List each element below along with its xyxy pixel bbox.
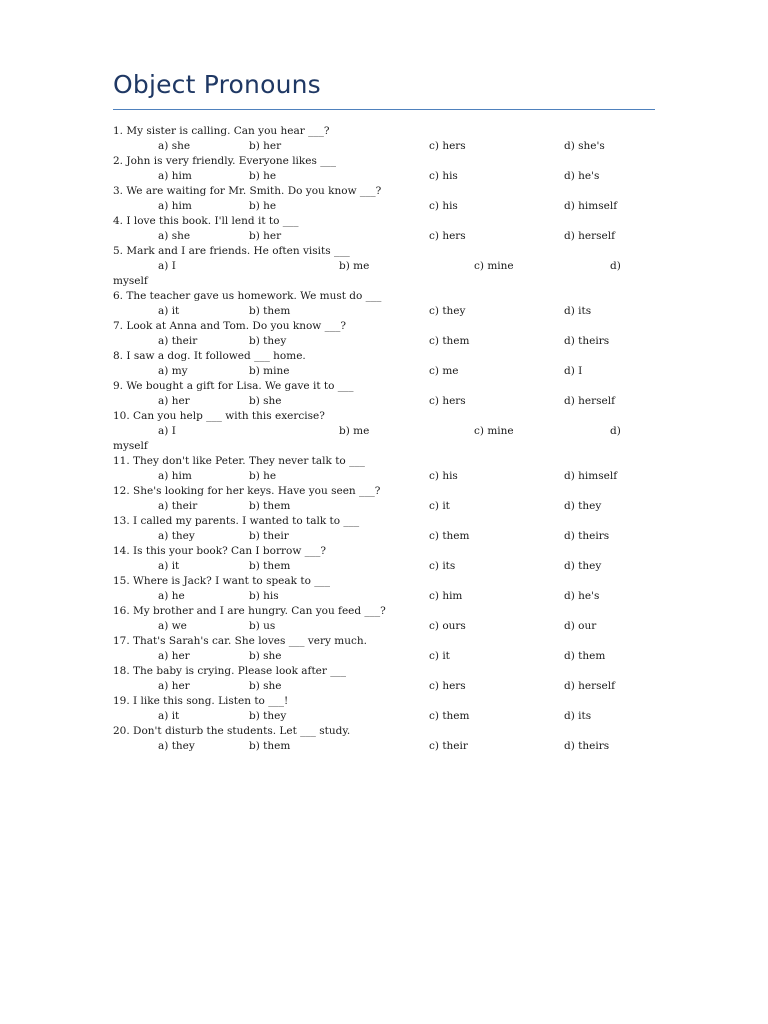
question-text: 14. Is this your book? Can I borrow ___?	[113, 545, 327, 557]
answer-option: d) theirs	[564, 740, 610, 752]
answer-option: a) it	[158, 560, 180, 572]
answer-option-continued: myself	[113, 275, 148, 287]
answer-options	[113, 334, 658, 349]
answer-options	[113, 529, 658, 544]
answer-option: c) mine	[474, 425, 514, 437]
answer-option: c) hers	[429, 680, 466, 692]
answer-option: c) his	[429, 470, 458, 482]
answer-option: a) her	[158, 680, 190, 692]
answer-option: d) I	[564, 365, 583, 377]
answer-option: b) she	[249, 650, 282, 662]
answer-option: b) mine	[249, 365, 290, 377]
answer-options	[113, 679, 658, 694]
answer-option: b) she	[249, 680, 282, 692]
answer-option: a) him	[158, 200, 192, 212]
question-text: 7. Look at Anna and Tom. Do you know ___?	[113, 320, 346, 332]
answer-option: c) they	[429, 305, 466, 317]
answer-option: b) they	[249, 710, 287, 722]
question-text: 9. We bought a gift for Lisa. We gave it to ___	[113, 380, 354, 392]
answer-option: d) they	[564, 500, 602, 512]
answer-option: b) me	[339, 425, 370, 437]
answer-options	[113, 619, 658, 634]
answer-options	[113, 559, 658, 574]
answer-option: c) his	[429, 200, 458, 212]
question-text: 19. I like this song. Listen to ___!	[113, 695, 289, 707]
question-text: 10. Can you help ___ with this exercise?	[113, 410, 325, 422]
answer-options	[113, 304, 658, 319]
answer-option: c) hers	[429, 395, 466, 407]
answer-option: b) them	[249, 500, 291, 512]
answer-option: b) she	[249, 395, 282, 407]
answer-option: a) he	[158, 590, 185, 602]
answer-option: a) they	[158, 530, 195, 542]
answer-options	[113, 649, 658, 664]
answer-option: b) them	[249, 305, 291, 317]
answer-option: a) she	[158, 140, 191, 152]
answer-option: a) we	[158, 620, 187, 632]
answer-options	[113, 259, 658, 274]
answer-option: c) hers	[429, 230, 466, 242]
answer-option: d) himself	[564, 200, 618, 212]
question-text: 15. Where is Jack? I want to speak to ___	[113, 575, 330, 587]
answer-option: d)	[610, 260, 621, 272]
answer-option: c) it	[429, 500, 450, 512]
question-text: 1. My sister is calling. Can you hear ___?	[113, 125, 330, 137]
answer-option: c) them	[429, 335, 470, 347]
answer-option: a) him	[158, 470, 192, 482]
answer-option: d) herself	[564, 680, 615, 692]
answer-option: b) he	[249, 170, 277, 182]
answer-option: d)	[610, 425, 621, 437]
answer-option: d) he's	[564, 170, 600, 182]
answer-options	[113, 589, 658, 604]
answer-option: d) he's	[564, 590, 600, 602]
answer-options	[113, 364, 658, 379]
answer-option: b) he	[249, 200, 277, 212]
answer-option: a) her	[158, 650, 190, 662]
answer-option: d) its	[564, 305, 592, 317]
question-text: 16. My brother and I are hungry. Can you feed ___?	[113, 605, 386, 617]
answer-option: b) her	[249, 230, 282, 242]
answer-option: c) them	[429, 530, 470, 542]
answer-option: d) theirs	[564, 335, 610, 347]
answer-option: b) me	[339, 260, 370, 272]
answer-option: d) its	[564, 710, 592, 722]
answer-option: d) herself	[564, 230, 615, 242]
question-text: 13. I called my parents. I wanted to talk to ___	[113, 515, 360, 527]
answer-option: c) him	[429, 590, 463, 602]
question-text: 8. I saw a dog. It followed ___ home.	[113, 350, 306, 362]
answer-options	[113, 424, 658, 439]
question-text: 18. The baby is crying. Please look after ___	[113, 665, 346, 677]
question-text: 2. John is very friendly. Everyone likes ___	[113, 155, 336, 167]
answer-option: c) their	[429, 740, 468, 752]
question-text: 6. The teacher gave us homework. We must do ___	[113, 290, 382, 302]
question-text: 11. They don't like Peter. They never talk to ___	[113, 455, 365, 467]
question-text: 17. That's Sarah's car. She loves ___ very much.	[113, 635, 367, 647]
answer-option: b) them	[249, 740, 291, 752]
answer-option: c) his	[429, 170, 458, 182]
answer-option: b) they	[249, 335, 287, 347]
answer-option: b) them	[249, 560, 291, 572]
title-underline	[113, 109, 655, 110]
answer-options	[113, 709, 658, 724]
answer-option: c) it	[429, 650, 450, 662]
answer-option: a) she	[158, 230, 191, 242]
answer-option: a) I	[158, 260, 176, 272]
answer-option-continued: myself	[113, 440, 148, 452]
answer-option: c) them	[429, 710, 470, 722]
answer-option: d) they	[564, 560, 602, 572]
answer-option: b) her	[249, 140, 282, 152]
answer-option: a) him	[158, 170, 192, 182]
answer-option: b) he	[249, 470, 277, 482]
answer-option: a) their	[158, 335, 198, 347]
question-text: 20. Don't disturb the students. Let ___ study.	[113, 725, 351, 737]
answer-options	[113, 499, 658, 514]
question-text: 3. We are waiting for Mr. Smith. Do you know ___?	[113, 185, 382, 197]
answer-options	[113, 199, 658, 214]
answer-option: a) it	[158, 710, 180, 722]
page-title: Object Pronouns	[113, 70, 321, 99]
answer-option: d) theirs	[564, 530, 610, 542]
answer-option: a) I	[158, 425, 176, 437]
question-list	[113, 124, 658, 754]
answer-option: d) himself	[564, 470, 618, 482]
answer-option: c) hers	[429, 140, 466, 152]
answer-options	[113, 229, 658, 244]
answer-option: b) us	[249, 620, 276, 632]
question-text: 5. Mark and I are friends. He often visits ___	[113, 245, 350, 257]
answer-option: d) herself	[564, 395, 615, 407]
answer-options	[113, 469, 658, 484]
answer-option: a) their	[158, 500, 198, 512]
question-text: 4. I love this book. I'll lend it to ___	[113, 215, 299, 227]
answer-option: d) our	[564, 620, 597, 632]
answer-option: a) her	[158, 395, 190, 407]
answer-option: a) they	[158, 740, 195, 752]
answer-option: a) my	[158, 365, 188, 377]
answer-option: d) them	[564, 650, 606, 662]
answer-options	[113, 739, 658, 754]
answer-options	[113, 394, 658, 409]
answer-option: a) it	[158, 305, 180, 317]
answer-option: c) its	[429, 560, 456, 572]
answer-option: c) ours	[429, 620, 466, 632]
answer-options	[113, 139, 658, 154]
answer-option: d) she's	[564, 140, 605, 152]
answer-options	[113, 169, 658, 184]
question-text: 12. She's looking for her keys. Have you seen ___?	[113, 485, 381, 497]
answer-option: b) his	[249, 590, 279, 602]
answer-option: c) mine	[474, 260, 514, 272]
answer-option: c) me	[429, 365, 459, 377]
answer-option: b) their	[249, 530, 289, 542]
